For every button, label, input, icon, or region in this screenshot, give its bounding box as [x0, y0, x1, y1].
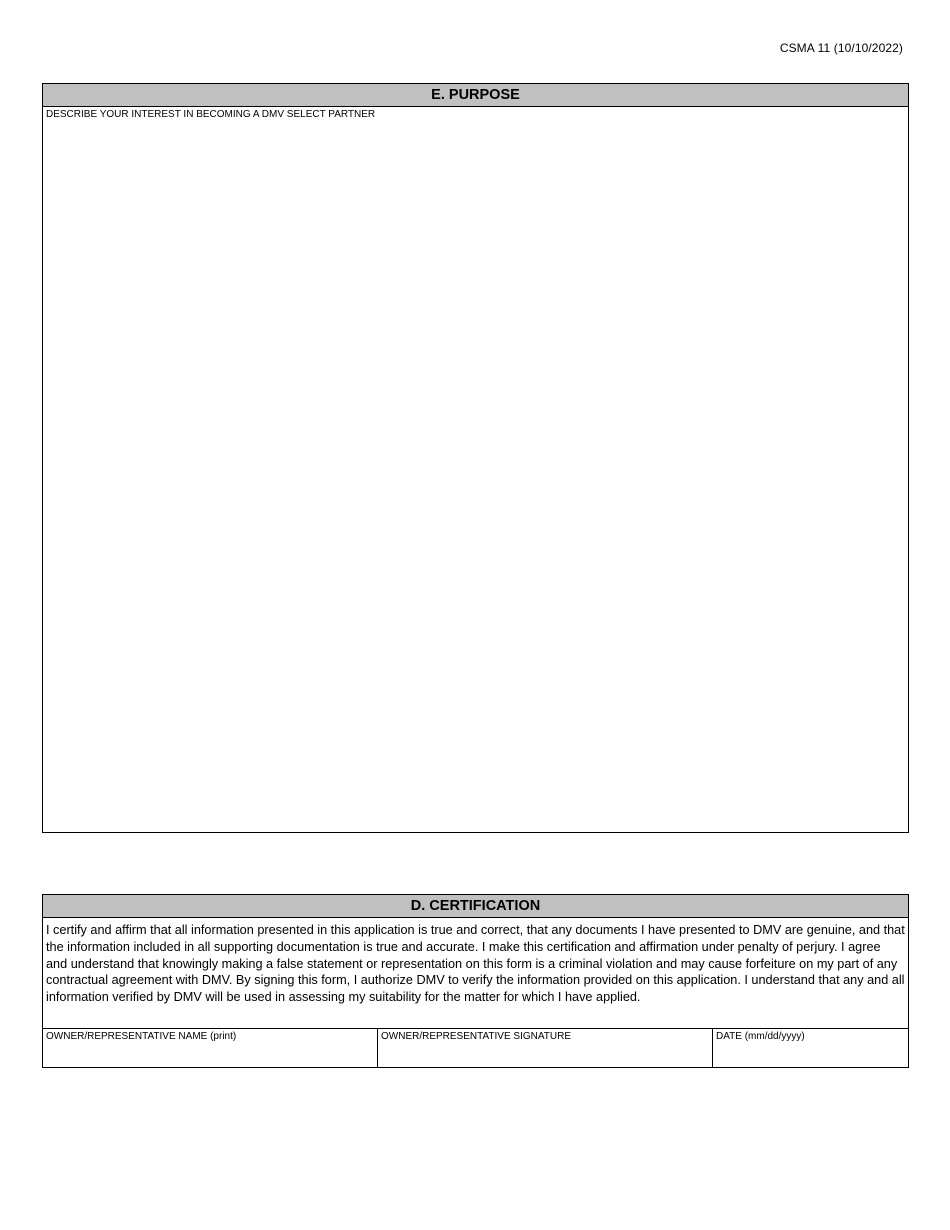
certification-section-title: D. CERTIFICATION — [43, 895, 908, 918]
purpose-section — [42, 83, 909, 833]
owner-name-input[interactable] — [46, 1045, 374, 1065]
signature-row — [43, 1029, 908, 1067]
purpose-textarea[interactable] — [46, 123, 905, 829]
purpose-field-label: DESCRIBE YOUR INTEREST IN BECOMING A DMV SELECT PARTNER — [46, 109, 376, 120]
certification-section — [42, 894, 909, 1068]
certification-statement: I certify and affirm that all information presented in this application is true and correct, that any documents I have presented to DMV are genuine, and that the information included in all supporting documentation is true and accurate. I make this certification and affirmation under penalty of perjury. I agree and understand that knowingly making a false statement or representation on this form is a criminal violation and may cause forfeiture on my part of any contractual agreement with DMV. By signing this form, I authorize DMV to verify the information provided on this application. I understand that any and all information verified by DMV will be used in assessing my suitability for the matter for which I have applied. — [43, 918, 908, 1029]
form-id: CSMA 11 (10/10/2022) — [779, 41, 903, 55]
owner-signature-input[interactable] — [381, 1045, 709, 1065]
date-label: DATE (mm/dd/yyyy) — [716, 1031, 805, 1042]
owner-name-label: OWNER/REPRESENTATIVE NAME (print) — [46, 1031, 237, 1042]
purpose-section-title: E. PURPOSE — [43, 84, 908, 107]
owner-signature-label: OWNER/REPRESENTATIVE SIGNATURE — [381, 1031, 572, 1042]
date-input[interactable] — [716, 1045, 905, 1065]
date-cell — [713, 1029, 908, 1067]
owner-name-cell — [43, 1029, 378, 1067]
purpose-field — [43, 107, 908, 832]
owner-signature-cell — [378, 1029, 713, 1067]
